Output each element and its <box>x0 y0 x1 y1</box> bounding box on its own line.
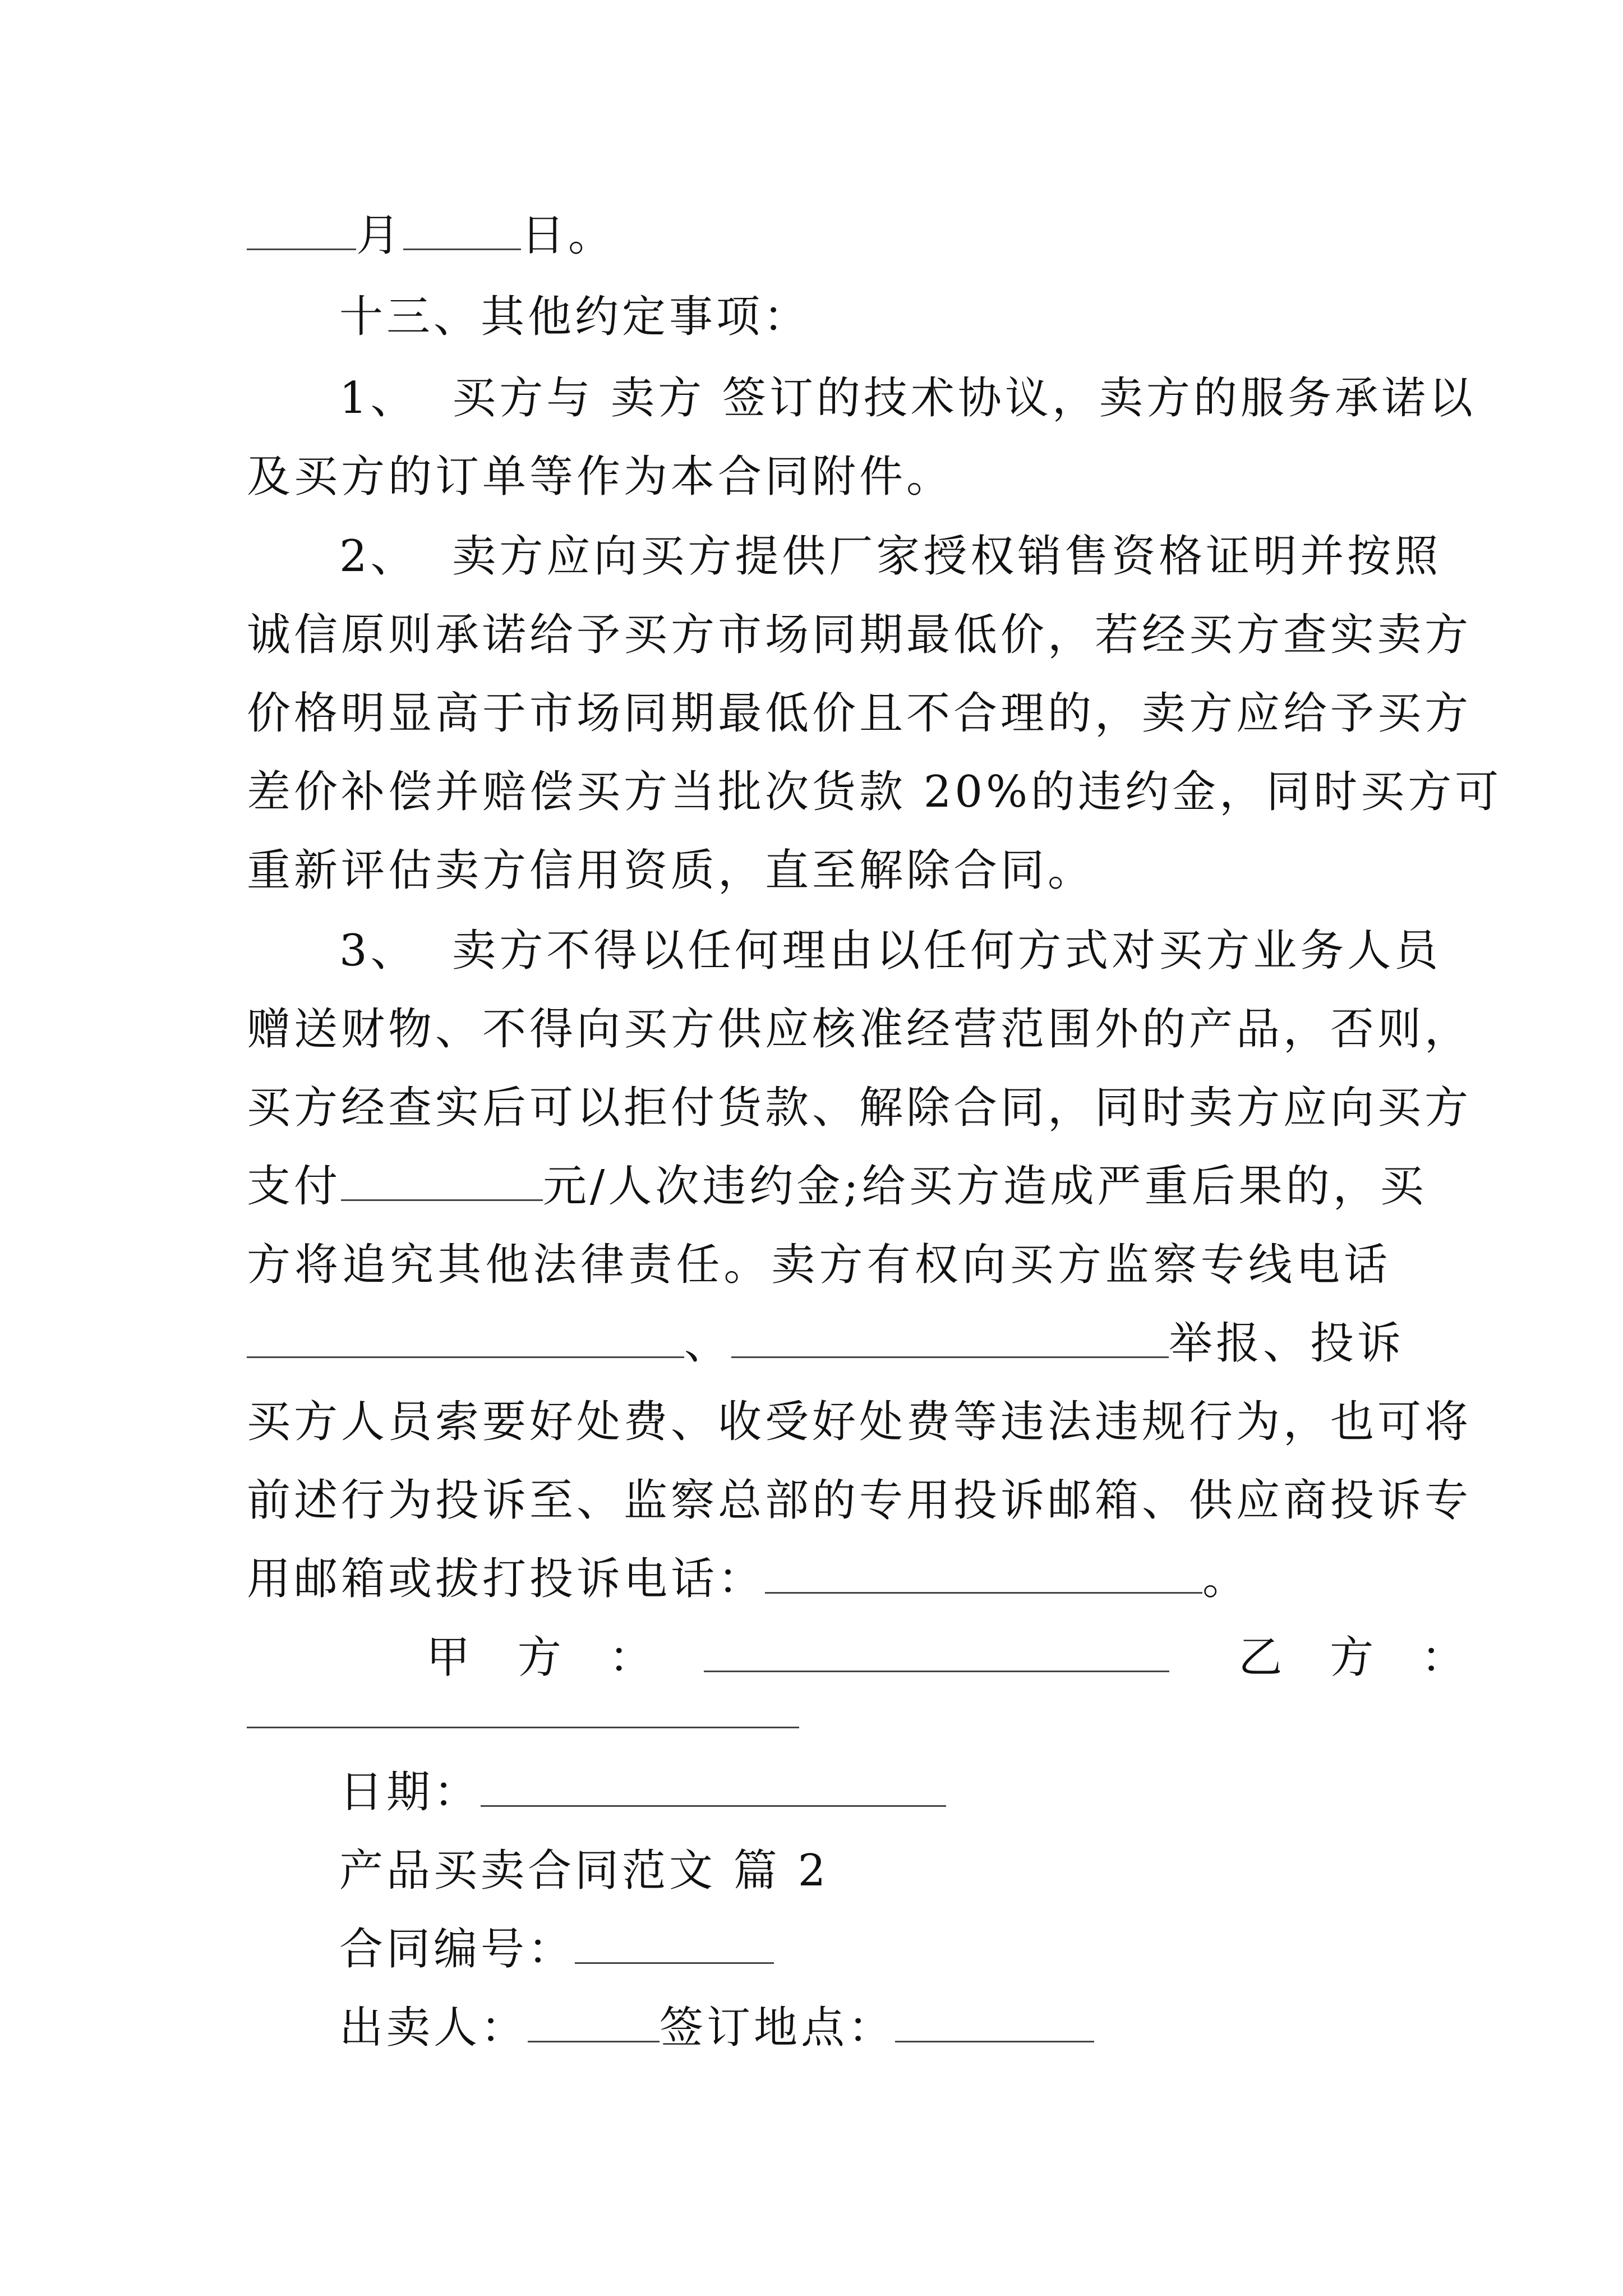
sign-place-label: 签订地点： <box>660 2003 896 2053</box>
contract-number-line <box>339 1921 1391 1977</box>
day-blank <box>403 209 521 250</box>
item2-line1 <box>339 528 1442 585</box>
section-13-heading: 十三、其他约定事项： <box>339 292 811 342</box>
date-blank <box>481 1766 946 1807</box>
party-a-label: 甲 方 ： <box>426 1632 670 1683</box>
item3-line3: 买方经查实后可以拒付货款、解除合同，同时卖方应向买方 <box>247 1083 1472 1133</box>
item3-line7: 买方人员索要好处费、收受好处费等违法违规行为，也可将 <box>247 1397 1472 1447</box>
item2-line4: 差价补偿并赔偿买方当批次货款 20%的违约金，同时买方可 <box>247 767 1502 817</box>
item2-number: 2、 <box>339 531 418 582</box>
day-label: 日。 <box>521 210 616 261</box>
item3-line8: 前述行为投诉至、监察总部的专用投诉邮箱、供应商投诉专 <box>247 1475 1472 1526</box>
item3-line6 <box>247 1315 1405 1372</box>
item2-line5: 重新评估卖方信用资质，直至解除合同。 <box>247 845 1095 896</box>
hotline-blank-1 <box>247 1317 684 1358</box>
complaint-phone-label: 用邮箱或拔打投诉电话： <box>247 1554 766 1604</box>
complaint-phone-blank <box>765 1553 1202 1594</box>
item3-line4 <box>247 1158 1427 1214</box>
party-b-blank <box>247 1727 799 1728</box>
signature-line <box>426 1630 1482 1686</box>
hotline-blank-2 <box>731 1317 1169 1358</box>
date-label: 日期： <box>339 1767 481 1818</box>
item3-pay-text: 元/人次违约金;给买方造成严重后果的，买 <box>543 1161 1427 1212</box>
item3-line2: 赠送财物、不得向买方供应核准经营范围外的产品，否则， <box>247 1004 1472 1055</box>
party-a-blank <box>704 1631 1169 1672</box>
item2-line2: 诚信原则承诺给予买方市场同期最低价，若经买方查实卖方 <box>247 610 1472 660</box>
item1-number: 1、 <box>339 373 418 424</box>
sign-place-blank <box>895 2001 1094 2042</box>
item2-text1: 卖方应向买方提供厂家授权销售资格证明并按照 <box>452 531 1442 582</box>
item3-pay-label: 支付 <box>247 1161 342 1212</box>
contract-number-blank <box>575 1923 774 1964</box>
item3-line1 <box>339 923 1442 979</box>
seller-label: 出卖人： <box>339 2003 528 2053</box>
item1-line1 <box>339 370 1476 426</box>
item3-report-text: 举报、投诉 <box>1169 1318 1405 1369</box>
seller-blank <box>528 2001 660 2042</box>
item3-text1: 卖方不得以任何理由以任何方式对买方业务人员 <box>452 926 1442 976</box>
date-fragment-line <box>247 208 1391 264</box>
hotline-separator: 、 <box>684 1318 732 1369</box>
item2-line3: 价格明显高于市场同期最低价且不合理的，卖方应给予买方 <box>247 688 1472 739</box>
item1-line2: 及买方的订单等作为本合同附件。 <box>247 452 954 502</box>
seller-line <box>339 2000 1391 2056</box>
complaint-phone-end: 。 <box>1202 1554 1250 1604</box>
month-blank <box>247 209 356 250</box>
item3-line5: 方将追究其他法律责任。卖方有权向买方监察专线电话 <box>247 1240 1391 1290</box>
item1-text1: 买方与 卖方 签订的技术协议，卖方的服务承诺以 <box>452 373 1476 424</box>
item3-number: 3、 <box>339 926 418 976</box>
penalty-amount-blank <box>341 1160 543 1201</box>
date-line <box>339 1764 1391 1820</box>
item3-line9 <box>247 1551 1391 1607</box>
party-b-label: 乙 方 ： <box>1238 1632 1482 1683</box>
month-label: 月 <box>356 210 404 261</box>
contract2-title: 产品买卖合同范文 篇 2 <box>339 1846 829 1896</box>
contract-number-label: 合同编号： <box>339 1924 575 1975</box>
